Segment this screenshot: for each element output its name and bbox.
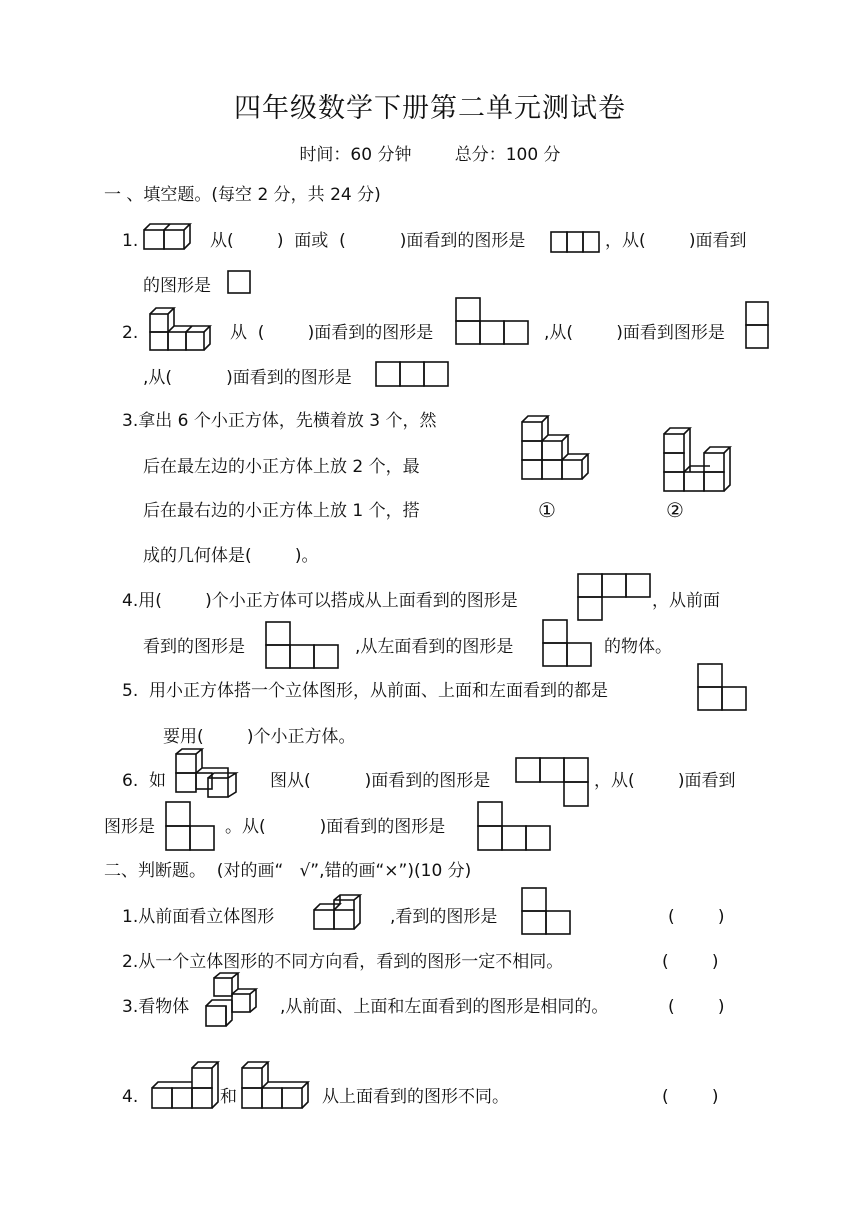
judge3-text-b: ,从前面、上面和左面看到的图形是相同的。 bbox=[280, 997, 609, 1017]
q5-text-b: 要用( )个小正方体。 bbox=[163, 727, 356, 747]
judge4-figure-b bbox=[240, 1060, 310, 1112]
q1-number: 1. bbox=[122, 231, 139, 251]
q3-line-4: 成的几何体是( )。 bbox=[143, 546, 319, 566]
q5-text-a: 5. 用小正方体搭一个立体图形，从前面、上面和左面看到的都是 bbox=[122, 681, 609, 701]
judge4-answer[interactable]: ( ) bbox=[662, 1087, 719, 1107]
q2-view-three-squares bbox=[374, 360, 452, 390]
q4-top-view bbox=[576, 572, 654, 624]
judge3-cube-figure bbox=[204, 972, 262, 1030]
q2-text-c: ,从( )面看到的图形是 bbox=[143, 368, 352, 388]
q2-view-two-stacked bbox=[744, 300, 772, 352]
judge1-answer[interactable]: ( ) bbox=[668, 907, 725, 927]
q4-text-a: 4.用( )个小正方体可以搭成从上面看到的图形是 bbox=[122, 591, 518, 611]
q5-view-figure bbox=[696, 662, 750, 714]
q2-text-b: ,从( )面看到图形是 bbox=[544, 323, 725, 343]
judge2-text: 2.从一个立体图形的不同方向看，看到的图形一定不相同。 bbox=[122, 952, 564, 972]
section2-heading: 二、判断题。 (对的画“ √”,错的画“×”)(10 分) bbox=[104, 861, 472, 881]
q3-line-2: 后在最左边的小正方体上放 2 个，最 bbox=[143, 457, 420, 477]
q4-text-b: ，从前面 bbox=[652, 591, 720, 611]
judge4-text: 从上面看到的图形不同。 bbox=[322, 1087, 509, 1107]
q6-text-b: 图从( )面看到的图形是 bbox=[270, 771, 491, 791]
judge4-and: 和 bbox=[220, 1087, 237, 1107]
judge1-view bbox=[520, 886, 574, 940]
judge2-answer[interactable]: ( ) bbox=[662, 952, 719, 972]
q6-text-d: 图形是 bbox=[104, 817, 155, 837]
judge3-answer[interactable]: ( ) bbox=[668, 997, 725, 1017]
q3-line-3: 后在最右边的小正方体上放 1 个，搭 bbox=[143, 501, 420, 521]
q2-number: 2. bbox=[122, 323, 139, 343]
judge4-figure-a bbox=[150, 1060, 220, 1112]
q1-view-three-squares bbox=[549, 230, 603, 256]
q3-option1-figure bbox=[520, 412, 592, 482]
q1-text-b: ，从( )面看到 bbox=[605, 231, 747, 251]
q2-text-a: 从 ( )面看到的图形是 bbox=[230, 323, 434, 343]
q1-text-a: 从( ) 面或 ( )面看到的图形是 bbox=[210, 231, 526, 251]
q6-text-c: ，从( )面看到 bbox=[594, 771, 736, 791]
q1-text-c: 的图形是 bbox=[143, 276, 211, 296]
q6-view-b bbox=[164, 800, 218, 856]
judge1-cube-figure bbox=[312, 894, 364, 934]
judge1-text-b: ,看到的图形是 bbox=[390, 907, 498, 927]
q6-view-c bbox=[476, 800, 554, 856]
judge1-text-a: 1.从前面看立体图形 bbox=[122, 907, 275, 927]
judge4-number: 4. bbox=[122, 1087, 139, 1107]
q4-text-e: 的物体。 bbox=[604, 637, 672, 657]
q1-cube-figure bbox=[142, 222, 192, 252]
q3-option1-label: ① bbox=[538, 498, 556, 522]
q3-option2-figure bbox=[662, 424, 734, 494]
q4-front-view bbox=[264, 620, 340, 672]
page-title: 四年级数学下册第二单元测试卷 bbox=[234, 93, 626, 124]
q3-line-1: 3.拿出 6 个小正方体，先横着放 3 个，然 bbox=[122, 411, 437, 431]
q4-left-view bbox=[541, 618, 595, 670]
q1-view-one-square bbox=[226, 268, 254, 296]
q2-cube-figure bbox=[148, 302, 216, 354]
q6-text-a: 6. 如 bbox=[122, 771, 167, 791]
q2-view-l-shape bbox=[454, 296, 530, 348]
q4-text-c: 看到的图形是 bbox=[143, 637, 245, 657]
judge3-text-a: 3.看物体 bbox=[122, 997, 190, 1017]
q4-text-d: ,从左面看到的图形是 bbox=[355, 637, 514, 657]
exam-meta: 时间：60 分钟 总分：100 分 bbox=[299, 145, 561, 165]
section1-heading: 一 、填空题。(每空 2 分，共 24 分) bbox=[104, 185, 381, 205]
q6-text-e: 。从( )面看到的图形是 bbox=[225, 817, 446, 837]
q3-option2-label: ② bbox=[666, 498, 684, 522]
q6-cube-figure bbox=[174, 748, 246, 800]
